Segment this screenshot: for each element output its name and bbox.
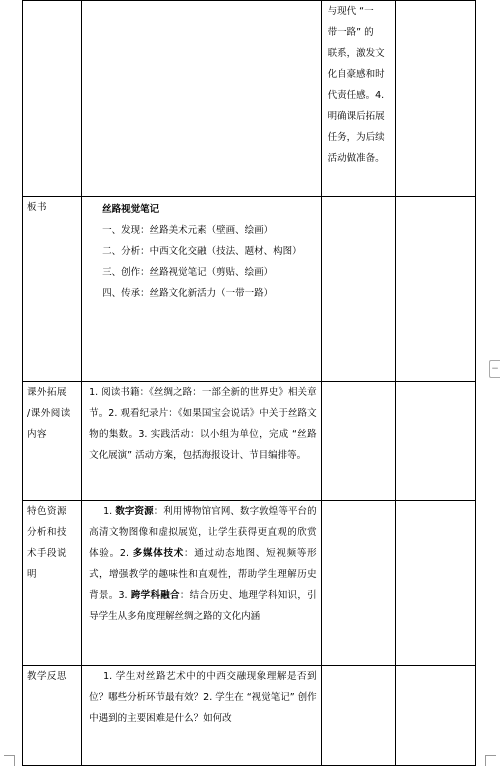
table-row-board [23, 197, 476, 382]
cell-goal-text [321, 1, 395, 197]
cell-extension-text: 1. 阅读书籍：《丝绸之路：一部全新的世界史》相关章节。2. 观看纪录片：《如果国宝会说话》中关于丝路文物的集数。3. 实践活动：以小组为单位，完成 “丝路文化展演” 活动方案，包括海报设计、节目编排等。 [82, 382, 322, 501]
text-line: 联系，激发文 [327, 48, 385, 59]
row-label-reflection: 教学反思 [23, 666, 82, 766]
lesson-plan-table [22, 0, 476, 766]
board-item: 一、发现：丝路美术元素（壁画、绘画） [102, 225, 274, 236]
row-label-board: 板书 [23, 197, 82, 382]
cell-empty [395, 666, 475, 766]
row-label-resources: 特色资源 分析和技 术手段说 明 [23, 501, 82, 666]
row-label-extension: 课外拓展 /课外阅读 内容 [23, 382, 82, 501]
table-row-continuation [23, 1, 476, 197]
text-line: 带一路” 的 [327, 27, 374, 38]
text-line: 活动做准备。 [327, 153, 385, 164]
cell-empty [321, 382, 395, 501]
board-title: 丝路视觉笔记 [102, 204, 160, 215]
table-row-reflection [23, 666, 476, 766]
cell-empty [395, 382, 475, 501]
bold-term: 跨学科融合 [130, 590, 180, 601]
cell-empty [321, 197, 395, 382]
cell-resources-text: 1. 数字资源：利用博物馆官网、数字敦煌等平台的高清文物图像和虚拟展览，让学生获得更直观的欣赏体验。2. 多媒体技术：通过动态地图、短视频等形式，增强教学的趣味性和直观性，帮助学生理解历史背景。3. 跨学科融合：结合历史、地理学科知识，引导学生从多角度理解丝绸之路的文化内涵 [82, 501, 322, 666]
text-line: 与现代 “一 [327, 6, 374, 17]
table-row-extension [23, 382, 476, 501]
bold-term: 数字资源 [115, 506, 154, 517]
cell-empty [82, 1, 322, 197]
board-item: 二、分析：中西文化交融（技法、题材、构图） [102, 246, 302, 257]
cell-empty [395, 1, 475, 197]
board-item: 四、传承：丝路文化新活力（一带一路） [102, 288, 274, 299]
cell-empty [321, 501, 395, 666]
page-corner-marker [485, 755, 496, 766]
cell-empty [395, 501, 475, 666]
cell-board-content [82, 197, 322, 382]
bold-term: 多媒体技术 [132, 548, 185, 559]
text-line: 任务，为后续 [327, 132, 385, 143]
text-line: 明确课后拓展 [327, 111, 385, 122]
page-corner-marker [4, 755, 15, 766]
cell-reflection-text: 1. 学生对丝路艺术中的中西交融现象理解是否到位？哪些分析环节最有效？2. 学生在 “视觉笔记” 创作中遇到的主要困难是什么？如何改 [82, 666, 322, 766]
text-line: 代责任感。4. [327, 90, 385, 101]
cell-empty [321, 666, 395, 766]
cell-empty [395, 197, 475, 382]
cell-empty [23, 1, 82, 197]
table-row-resources [23, 501, 476, 666]
board-item: 三、创作：丝路视觉笔记（剪贴、绘画） [102, 267, 274, 278]
text-line: 化自豪感和时 [327, 69, 385, 80]
collapse-handle-icon[interactable]: − [489, 360, 500, 378]
